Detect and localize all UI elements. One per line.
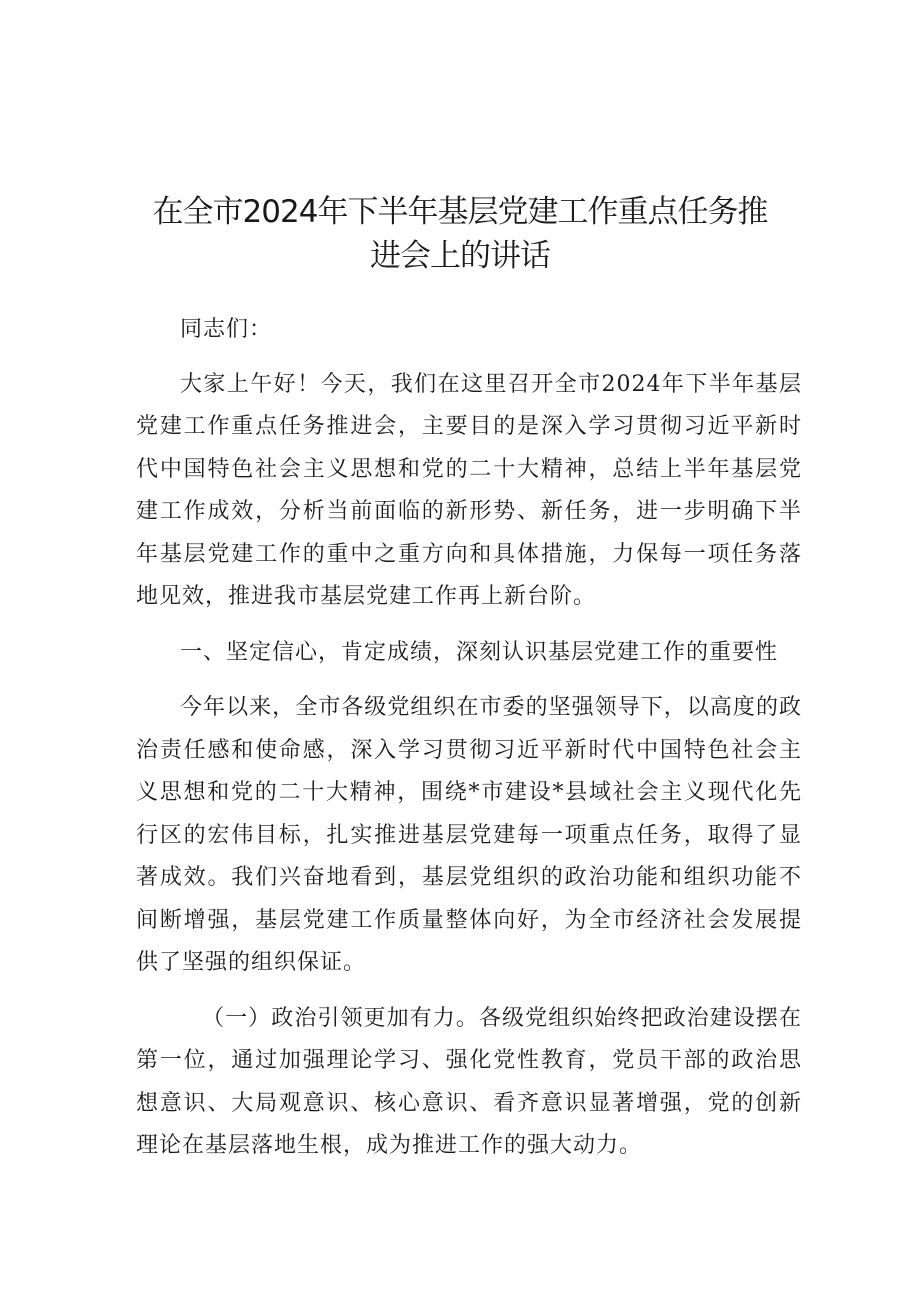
document-body [136, 309, 802, 1181]
paragraph-subsection-1: （一）政治引领更加有力。各级党组织始终把政治建设摆在第一位，通过加强理论学习、强化党性教育，党员干部的政治思想意识、大局观意识、核心意识、看齐意识显著增强，党的创新理论在基层落地生根，成为推进工作的强大动力。 [136, 1005, 802, 1158]
title-line-2: 进会上的讲话 [370, 238, 550, 274]
document-title [130, 190, 790, 278]
paragraph-opening: 大家上午好！今天，我们在这里召开全市2024年下半年基层党建工作重点任务推进会，主要目的是深入学习贯彻习近平新时代中国特色社会主义思想和党的二十大精神，总结上半年基层党建工作成效，分析当前面临的新形势、新任务，进一步明确下半年基层党建工作的重中之重方向和具体措施，力保每一项任务落地见效，推进我市基层党建工作再上新台阶。 [136, 371, 802, 609]
section-heading-1: 一、坚定信心，肯定成绩，深刻认识基层党建工作的重要性 [180, 639, 779, 665]
salutation: 同志们： [180, 317, 273, 342]
paragraph-achievements: 今年以来，全市各级党组织在市委的坚强领导下，以高度的政治责任感和使命感，深入学习贯彻习近平新时代中国特色社会主义思想和党的二十大精神，围绕*市建设*县域社会主义现代化先行区的宏伟目标，扎实推进基层党建每一项重点任务，取得了显著成效。我们兴奋地看到，基层党组织的政治功能和组织功能不间断增强，基层党建工作质量整体向好，为全市经济社会发展提供了坚强的组织保证。 [136, 695, 802, 975]
title-line-1: 在全市2024年下半年基层党建工作重点任务推 [152, 194, 768, 230]
